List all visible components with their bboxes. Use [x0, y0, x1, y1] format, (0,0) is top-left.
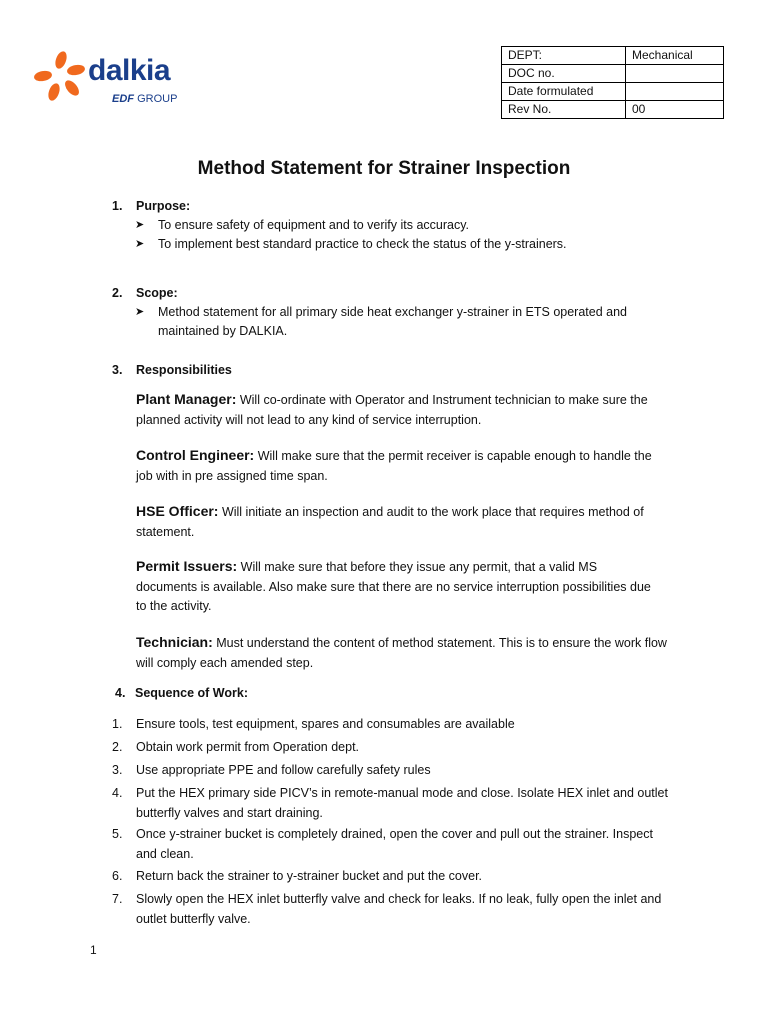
date-formulated-label: Date formulated: [502, 83, 626, 101]
section-heading-sequence: 4. Sequence of Work:: [115, 686, 248, 700]
responsibility-technician: Technician: Must understand the content of method statement. This is to ensure the work flow will comply each amended step.: [136, 634, 667, 670]
logo-wordmark: dalkia: [88, 54, 171, 87]
section-heading-purpose: 1. Purpose:: [112, 199, 191, 213]
list-item: 3. Use appropriate PPE and follow carefully safety rules: [112, 763, 431, 777]
table-row: [502, 65, 724, 83]
logo-group: EDF GROUP: [112, 93, 178, 105]
responsibility-permit-issuers: Permit Issuers: Will make sure that before they issue any permit, that a valid MS documents is available. Also make sure that there are no service interruption possibilities due to the activity.: [136, 558, 651, 613]
arrow-bullet-icon: ➤: [135, 238, 145, 250]
rev-no-label: Rev No.: [502, 101, 626, 119]
date-formulated-value: [626, 83, 724, 101]
arrow-bullet-icon: ➤: [135, 306, 145, 318]
table-row: [502, 83, 724, 101]
list-item: ➤ Method statement for all primary side heat exchanger y-strainer in ETS operated and maintained by DALKIA.: [135, 305, 627, 338]
doc-no-value: [626, 65, 724, 83]
page-title: Method Statement for Strainer Inspection: [197, 158, 571, 179]
list-item: ➤ To ensure safety of equipment and to verify its accuracy.: [135, 216, 675, 235]
list-item: 2. Obtain work permit from Operation dept.: [112, 740, 360, 754]
page-number: 1: [90, 943, 97, 957]
dalkia-flower-icon: [34, 48, 88, 104]
dept-label: DEPT:: [502, 47, 626, 65]
arrow-bullet-icon: ➤: [135, 219, 145, 231]
table-row: [502, 101, 724, 119]
table-row: [502, 47, 724, 65]
list-item: 4. Put the HEX primary side PICV’s in remote-manual mode and close. Isolate HEX inlet and outlet butterfly valves and start draining.: [112, 786, 668, 820]
responsibility-plant-manager: Plant Manager: Will co-ordinate with Operator and Instrument technician to make sure the planned activity will not lead to any kind of service interruption.: [136, 391, 648, 427]
responsibility-control-engineer: Control Engineer: Will make sure that the permit receiver is capable enough to handle the job with in pre assigned time span.: [136, 447, 652, 483]
responsibility-hse-officer: HSE Officer: Will initiate an inspection and audit to the work place that requires method of statement.: [136, 503, 644, 539]
doc-info-table: [501, 46, 724, 119]
list-item: 1. Ensure tools, test equipment, spares and consumables are available: [112, 717, 515, 731]
dalkia-logo: [34, 48, 184, 112]
doc-no-label: DOC no.: [502, 65, 626, 83]
dept-value: Mechanical: [626, 47, 724, 65]
list-item: ➤ To implement best standard practice to check the status of the y-strainers.: [135, 235, 675, 254]
list-item: 5. Once y-strainer bucket is completely drained, open the cover and pull out the strainer. Inspect and clean.: [112, 827, 653, 861]
list-item: 6. Return back the strainer to y-strainer bucket and put the cover.: [112, 869, 483, 883]
list-item: 7. Slowly open the HEX inlet butterfly valve and check for leaks. If no leak, fully open the inlet and outlet butterfly valve.: [112, 892, 662, 926]
section-heading-scope: 2. Scope:: [112, 286, 178, 300]
section-heading-responsibilities: 3. Responsibilities: [112, 363, 232, 377]
rev-no-value: 00: [626, 101, 724, 119]
